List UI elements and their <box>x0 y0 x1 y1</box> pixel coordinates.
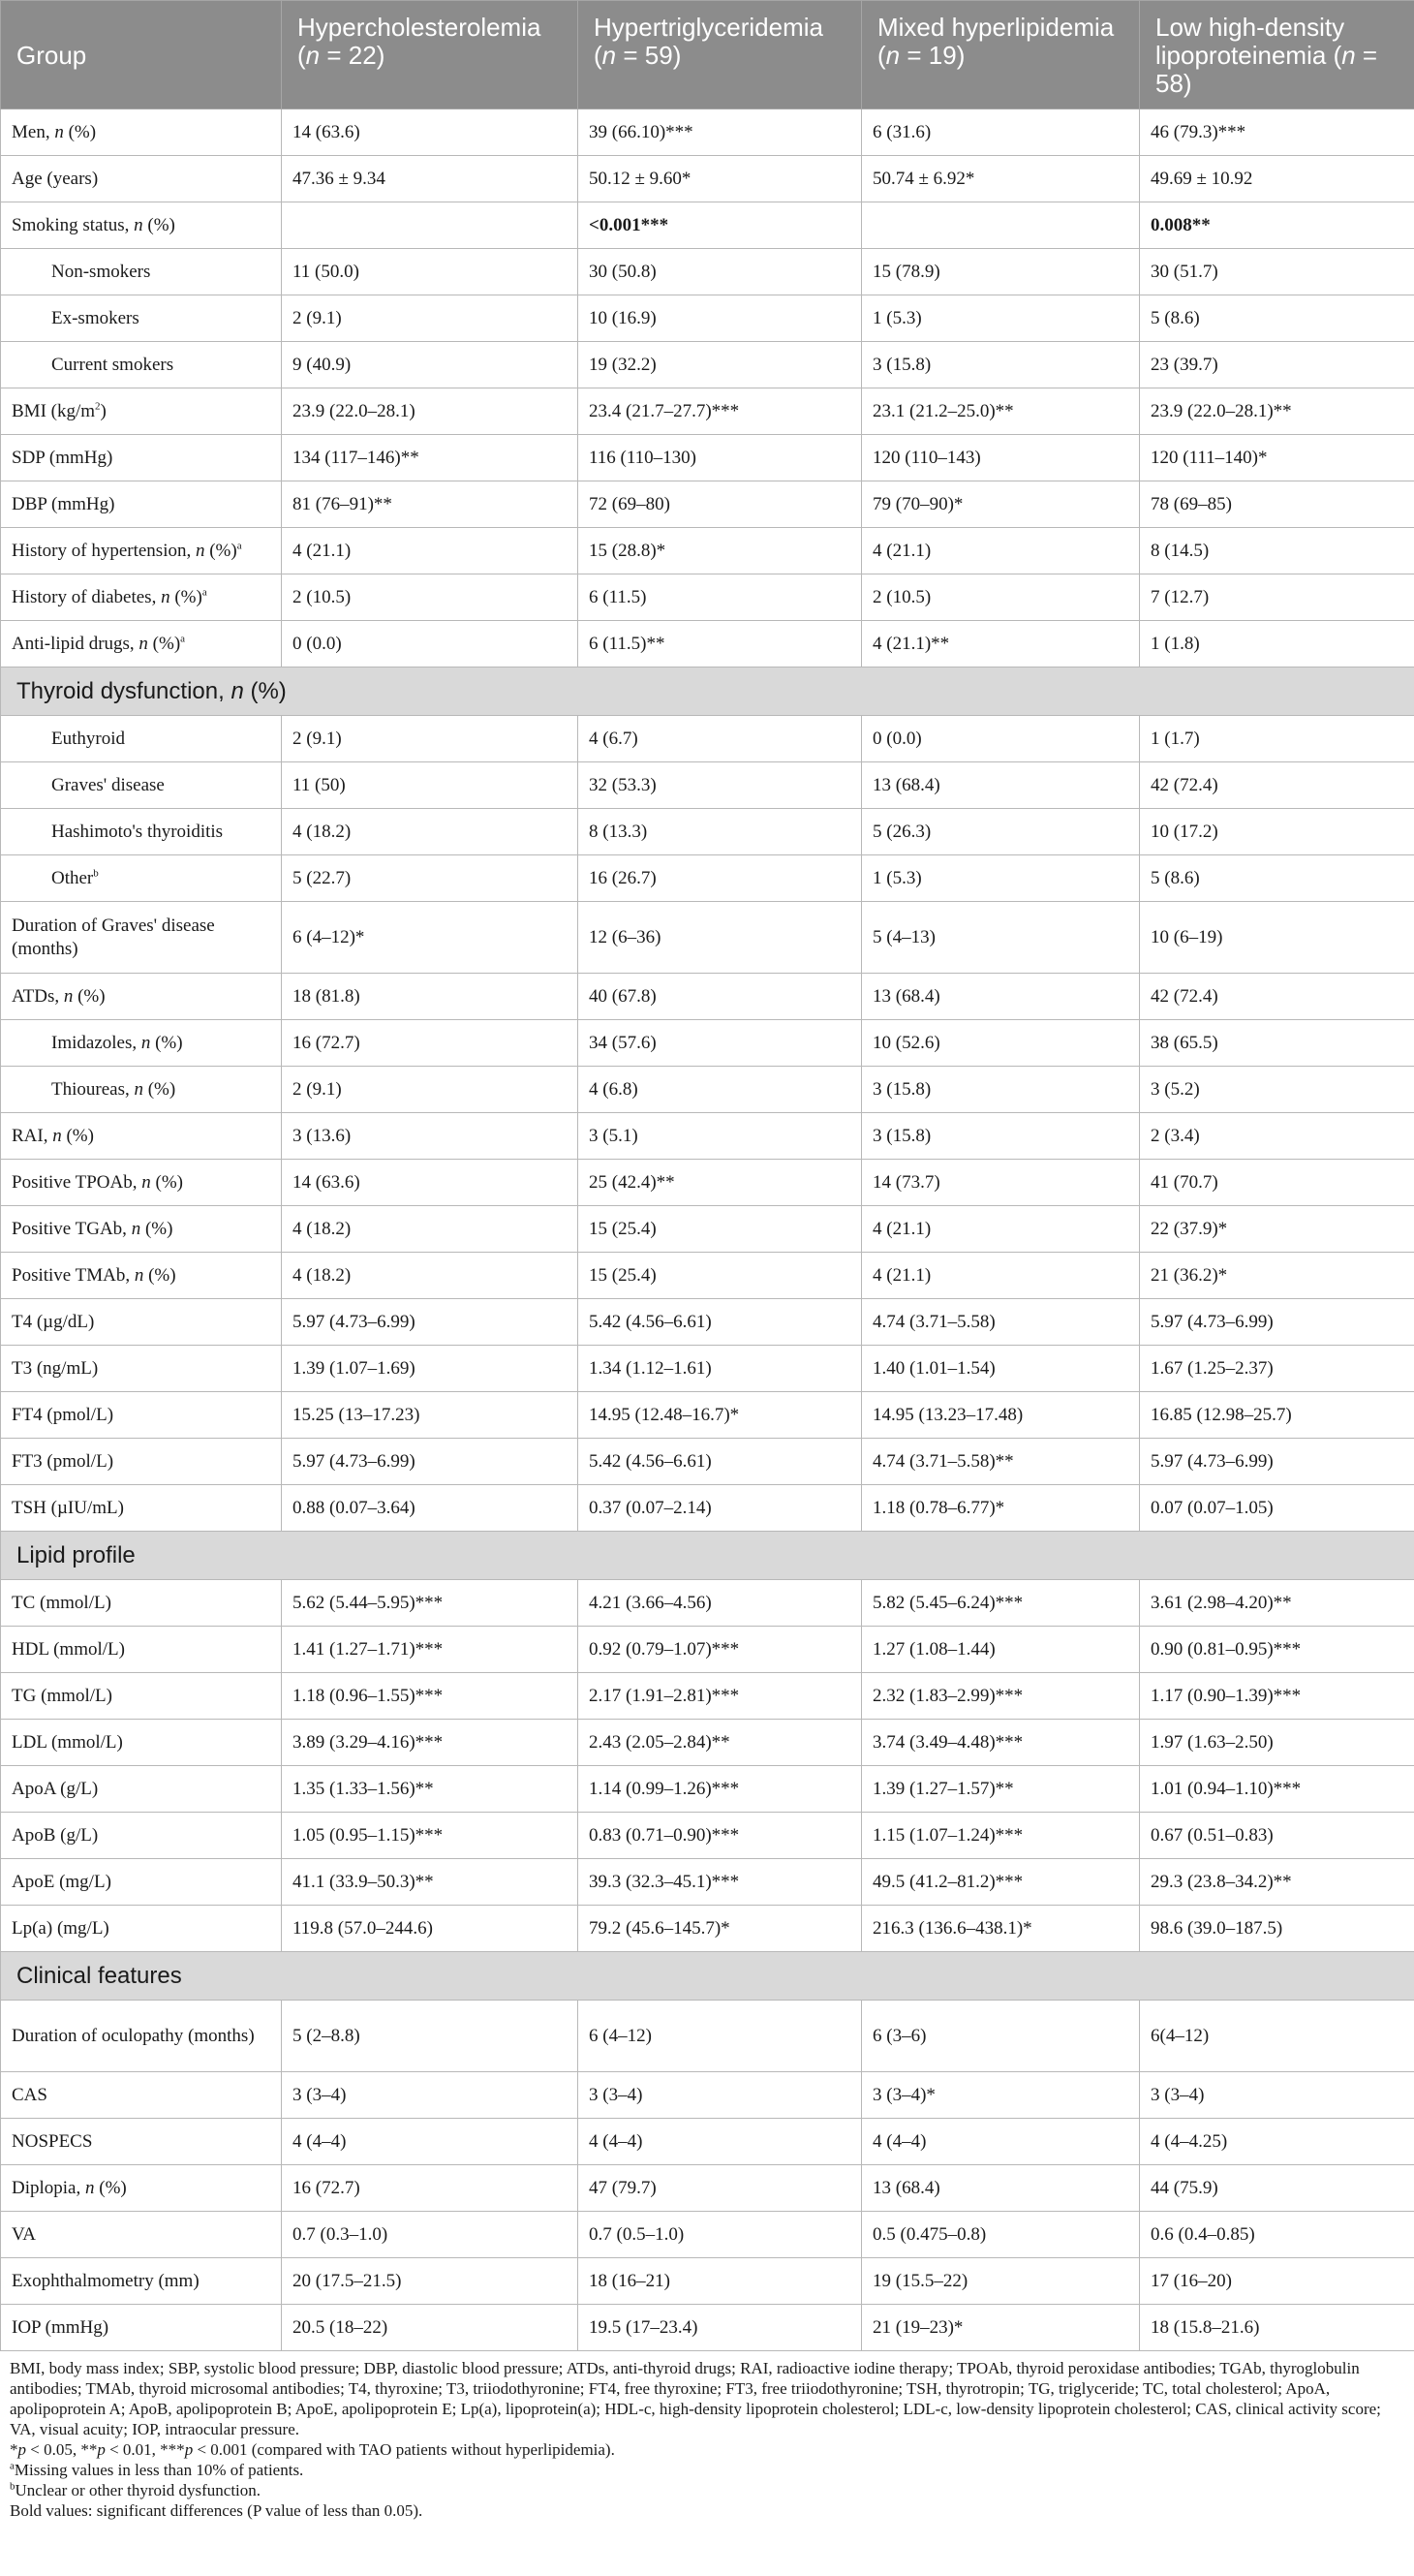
row-label-nospecs: NOSPECS <box>1 2119 282 2165</box>
cell: 0.008** <box>1140 202 1414 249</box>
row-label-ft3-pmol-l: FT3 (pmol/L) <box>1 1439 282 1485</box>
table-row <box>1 249 1414 295</box>
cell: 0.67 (0.51–0.83) <box>1140 1813 1414 1859</box>
table-row <box>1 2258 1414 2305</box>
table-row <box>1 974 1414 1020</box>
table-row <box>1 1160 1414 1206</box>
row-label-duration-of-graves-disease-months: Duration of Graves' disease (months) <box>1 902 282 974</box>
cell: 1.39 (1.27–1.57)** <box>862 1766 1140 1813</box>
row-label-graves-disease: Graves' disease <box>1 762 282 809</box>
cell: 2.17 (1.91–2.81)*** <box>578 1673 862 1720</box>
cell: 11 (50) <box>282 762 578 809</box>
cell: 2 (10.5) <box>282 574 578 621</box>
cell: 21 (36.2)* <box>1140 1253 1414 1299</box>
cell: 10 (52.6) <box>862 1020 1140 1067</box>
header-name: Mixed hyperlipidemia <box>877 13 1115 42</box>
cell: 5.97 (4.73–6.99) <box>282 1299 578 1346</box>
cell: 0.37 (0.07–2.14) <box>578 1485 862 1532</box>
cell: 50.74 ± 6.92* <box>862 156 1140 202</box>
table-row <box>1 902 1414 974</box>
cell: 3 (5.1) <box>578 1113 862 1160</box>
cell: 5 (4–13) <box>862 902 1140 974</box>
cell: 34 (57.6) <box>578 1020 862 1067</box>
cell: 1.05 (0.95–1.15)*** <box>282 1813 578 1859</box>
cell: 1.34 (1.12–1.61) <box>578 1346 862 1392</box>
row-label-otherb: Other$^b$ <box>1 855 282 902</box>
cell: 1 (1.7) <box>1140 716 1414 762</box>
cell: 116 (110–130) <box>578 435 862 481</box>
cell: 98.6 (39.0–187.5) <box>1140 1906 1414 1952</box>
cell: 5.42 (4.56–6.61) <box>578 1299 862 1346</box>
section-row <box>1 1532 1414 1580</box>
row-label-va: VA <box>1 2212 282 2258</box>
cell: 1.18 (0.96–1.55)*** <box>282 1673 578 1720</box>
cell: 6(4–12) <box>1140 2001 1414 2072</box>
cell: 10 (6–19) <box>1140 902 1414 974</box>
header-mixed-hyperlipidemia <box>862 1 1140 109</box>
table-row <box>1 2119 1414 2165</box>
header-low-hdl <box>1140 1 1414 109</box>
cell: 1.01 (0.94–1.10)*** <box>1140 1766 1414 1813</box>
cell: 15 (28.8)* <box>578 528 862 574</box>
table-row <box>1 1627 1414 1673</box>
cell: 3 (3–4) <box>1140 2072 1414 2119</box>
cell: 6 (4–12)* <box>282 902 578 974</box>
cell: 42 (72.4) <box>1140 974 1414 1020</box>
cell: 1 (5.3) <box>862 855 1140 902</box>
table-row <box>1 2305 1414 2351</box>
cell: 22 (37.9)* <box>1140 1206 1414 1253</box>
cell: 46 (79.3)*** <box>1140 109 1414 156</box>
row-label-smoking-status-n: Smoking status, n (%) <box>1 202 282 249</box>
row-label-t4-g-dl: T4 (µg/dL) <box>1 1299 282 1346</box>
cell: 23 (39.7) <box>1140 342 1414 388</box>
cell: 3 (3–4) <box>578 2072 862 2119</box>
cell: 2 (9.1) <box>282 295 578 342</box>
cell: 13 (68.4) <box>862 974 1140 1020</box>
table-row <box>1 295 1414 342</box>
row-label-tg-mmol-l: TG (mmol/L) <box>1 1673 282 1720</box>
cell: 19 (15.5–22) <box>862 2258 1140 2305</box>
table-row <box>1 342 1414 388</box>
table-row <box>1 202 1414 249</box>
cell <box>862 202 1140 249</box>
section-row <box>1 1952 1414 2001</box>
cell: 3.61 (2.98–4.20)** <box>1140 1580 1414 1627</box>
cell: 4.74 (3.71–5.58) <box>862 1299 1140 1346</box>
cell: 23.4 (21.7–27.7)*** <box>578 388 862 435</box>
cell: 16.85 (12.98–25.7) <box>1140 1392 1414 1439</box>
row-label-euthyroid: Euthyroid <box>1 716 282 762</box>
cell: 4 (21.1) <box>282 528 578 574</box>
table-row <box>1 2072 1414 2119</box>
row-label-thioureas-n: Thioureas, n (%) <box>1 1067 282 1113</box>
section-title: Clinical features <box>1 1952 1414 2001</box>
cell: 15 (25.4) <box>578 1206 862 1253</box>
cell: 18 (81.8) <box>282 974 578 1020</box>
header-n: (n = 19) <box>877 41 966 70</box>
cell: 42 (72.4) <box>1140 762 1414 809</box>
row-label-apoe-mg-l: ApoE (mg/L) <box>1 1859 282 1906</box>
table-row <box>1 1067 1414 1113</box>
footnote-a: $^a$Missing values in less than 10% of patients. <box>10 2460 304 2479</box>
table-row <box>1 809 1414 855</box>
cell: 39 (66.10)*** <box>578 109 862 156</box>
row-label-men-n: Men, n (%) <box>1 109 282 156</box>
cell: 11 (50.0) <box>282 249 578 295</box>
row-label-dbp-mmhg: DBP (mmHg) <box>1 481 282 528</box>
table-row <box>1 621 1414 667</box>
cell: 3 (15.8) <box>862 1113 1140 1160</box>
cell: 5 (22.7) <box>282 855 578 902</box>
cell: 5.97 (4.73–6.99) <box>282 1439 578 1485</box>
cell: 120 (111–140)* <box>1140 435 1414 481</box>
row-label-positive-tpoab-n: Positive TPOAb, n (%) <box>1 1160 282 1206</box>
cell: 16 (72.7) <box>282 1020 578 1067</box>
cell: 30 (51.7) <box>1140 249 1414 295</box>
cell: 1.39 (1.07–1.69) <box>282 1346 578 1392</box>
cell: 14.95 (13.23–17.48) <box>862 1392 1140 1439</box>
cell: 14 (63.6) <box>282 1160 578 1206</box>
cell: 2.43 (2.05–2.84)** <box>578 1720 862 1766</box>
table-row <box>1 1439 1414 1485</box>
footnote-abbreviations: BMI, body mass index; SBP, systolic blood pressure; DBP, diastolic blood pressure; ATDs, anti-thyroid drugs; RAI, radioactive iodine therapy; TPOAb, thyroid peroxidase antibodies; TGAb, thyroglobulin antibodies; TMAb, thyroid microsomal antibodies; T4, thyroxine; T3, triiodothyronine; FT4, free thyroxine; FT3, free triiodothyronine; TSH, thyrotropin; TG, triglyceride; TC, total cholesterol; ApoA, apolipoprotein A; ApoB, apolipoprotein B; ApoE, apolipoprotein E; Lp(a), lipoprotein(a); HDL-c, high-density lipoprotein cholesterol; LDL-c, low-density lipoprotein cholesterol; CAS, clinical activity score; VA, visual acuity; IOP, intraocular pressure. <box>10 2359 1381 2438</box>
cell: 3.74 (3.49–4.48)*** <box>862 1720 1140 1766</box>
cell: 19 (32.2) <box>578 342 862 388</box>
cell: 3 (3–4) <box>282 2072 578 2119</box>
cell: 1.67 (1.25–2.37) <box>1140 1346 1414 1392</box>
cell: 16 (72.7) <box>282 2165 578 2212</box>
cell: 4 (21.1) <box>862 1206 1140 1253</box>
cell: 17 (16–20) <box>1140 2258 1414 2305</box>
cell: 7 (12.7) <box>1140 574 1414 621</box>
row-label-history-of-diabetes-n-a: History of diabetes, n (%)$^a$ <box>1 574 282 621</box>
cell: 0.92 (0.79–1.07)*** <box>578 1627 862 1673</box>
cell: 1.40 (1.01–1.54) <box>862 1346 1140 1392</box>
cell: 3.89 (3.29–4.16)*** <box>282 1720 578 1766</box>
cell: 18 (15.8–21.6) <box>1140 2305 1414 2351</box>
cell: 0.7 (0.5–1.0) <box>578 2212 862 2258</box>
table-row <box>1 1906 1414 1952</box>
cell: 79.2 (45.6–145.7)* <box>578 1906 862 1952</box>
row-label-hdl-mmol-l: HDL (mmol/L) <box>1 1627 282 1673</box>
cell: 6 (11.5) <box>578 574 862 621</box>
table-row <box>1 388 1414 435</box>
cell: 3 (15.8) <box>862 1067 1140 1113</box>
cell: 23.1 (21.2–25.0)** <box>862 388 1140 435</box>
table-row <box>1 1720 1414 1766</box>
table-row <box>1 762 1414 809</box>
table-body <box>1 109 1414 2351</box>
table-row <box>1 1206 1414 1253</box>
cell: <0.001*** <box>578 202 862 249</box>
cell: 15.25 (13–17.23) <box>282 1392 578 1439</box>
header-n: (n = 58) <box>1155 41 1378 98</box>
table-row <box>1 1859 1414 1906</box>
cell: 19.5 (17–23.4) <box>578 2305 862 2351</box>
cell: 0 (0.0) <box>282 621 578 667</box>
cell: 3 (15.8) <box>862 342 1140 388</box>
cell: 5.82 (5.45–6.24)*** <box>862 1580 1140 1627</box>
header-name: Hypercholesterolemia <box>297 13 541 42</box>
cell: 2 (10.5) <box>862 574 1140 621</box>
cell: 72 (69–80) <box>578 481 862 528</box>
footnotes <box>0 2351 1414 2521</box>
cell: 4 (18.2) <box>282 1253 578 1299</box>
table-row <box>1 2212 1414 2258</box>
cell: 15 (78.9) <box>862 249 1140 295</box>
footnote-pvalues: *p < 0.05, **p < 0.01, ***p < 0.001 (compared with TAO patients without hyperlipidemia). <box>10 2440 615 2459</box>
cell: 1.15 (1.07–1.24)*** <box>862 1813 1140 1859</box>
cell: 0.90 (0.81–0.95)*** <box>1140 1627 1414 1673</box>
cell: 29.3 (23.8–34.2)** <box>1140 1859 1414 1906</box>
table-row <box>1 109 1414 156</box>
cell: 4.21 (3.66–4.56) <box>578 1580 862 1627</box>
cell: 23.9 (22.0–28.1) <box>282 388 578 435</box>
table-row <box>1 528 1414 574</box>
cell: 78 (69–85) <box>1140 481 1414 528</box>
cell: 13 (68.4) <box>862 2165 1140 2212</box>
row-label-apoa-g-l: ApoA (g/L) <box>1 1766 282 1813</box>
row-label-apob-g-l: ApoB (g/L) <box>1 1813 282 1859</box>
section-row <box>1 667 1414 716</box>
section-title: Lipid profile <box>1 1532 1414 1580</box>
table-row <box>1 1766 1414 1813</box>
cell: 3 (5.2) <box>1140 1067 1414 1113</box>
row-label-exophthalmometry-mm: Exophthalmometry (mm) <box>1 2258 282 2305</box>
row-label-positive-tmab-n: Positive TMAb, n (%) <box>1 1253 282 1299</box>
table-row <box>1 2001 1414 2072</box>
cell: 5 (2–8.8) <box>282 2001 578 2072</box>
row-label-sdp-mmhg: SDP (mmHg) <box>1 435 282 481</box>
cell: 216.3 (136.6–438.1)* <box>862 1906 1140 1952</box>
cell: 4 (4–4) <box>578 2119 862 2165</box>
cell: 5.42 (4.56–6.61) <box>578 1439 862 1485</box>
cell: 39.3 (32.3–45.1)*** <box>578 1859 862 1906</box>
cell: 0.88 (0.07–3.64) <box>282 1485 578 1532</box>
cell: 6 (31.6) <box>862 109 1140 156</box>
cell: 4 (6.8) <box>578 1067 862 1113</box>
header-n: (n = 22) <box>297 41 385 70</box>
cell: 38 (65.5) <box>1140 1020 1414 1067</box>
cell: 5 (8.6) <box>1140 295 1414 342</box>
cell: 4 (21.1) <box>862 528 1140 574</box>
table-row <box>1 1253 1414 1299</box>
cell: 1 (1.8) <box>1140 621 1414 667</box>
row-label-bmi-kg-m: BMI $(kg/m^2)$ <box>1 388 282 435</box>
cell: 20.5 (18–22) <box>282 2305 578 2351</box>
row-label-hashimoto-s-thyroiditis: Hashimoto's thyroiditis <box>1 809 282 855</box>
cell: 5.97 (4.73–6.99) <box>1140 1439 1414 1485</box>
table-row <box>1 1346 1414 1392</box>
row-label-rai-n: RAI, n (%) <box>1 1113 282 1160</box>
cell: 41 (70.7) <box>1140 1160 1414 1206</box>
cell: 1.14 (0.99–1.26)*** <box>578 1766 862 1813</box>
cell: 4 (18.2) <box>282 1206 578 1253</box>
table-row <box>1 1113 1414 1160</box>
cell: 1.97 (1.63–2.50) <box>1140 1720 1414 1766</box>
row-label-anti-lipid-drugs-n-a: Anti-lipid drugs, n (%)$^a$ <box>1 621 282 667</box>
row-label-positive-tgab-n: Positive TGAb, n (%) <box>1 1206 282 1253</box>
cell: 49.5 (41.2–81.2)*** <box>862 1859 1140 1906</box>
row-label-cas: CAS <box>1 2072 282 2119</box>
cell: 12 (6–36) <box>578 902 862 974</box>
cell: 0.7 (0.3–1.0) <box>282 2212 578 2258</box>
header-row <box>1 1 1414 109</box>
table-row <box>1 2165 1414 2212</box>
header-n: (n = 59) <box>594 41 682 70</box>
table-row <box>1 435 1414 481</box>
cell: 18 (16–21) <box>578 2258 862 2305</box>
row-label-history-of-hypertension-n-a: History of hypertension, n (%)$^a$ <box>1 528 282 574</box>
cell: 1.18 (0.78–6.77)* <box>862 1485 1140 1532</box>
cell: 5.62 (5.44–5.95)*** <box>282 1580 578 1627</box>
cell: 5 (26.3) <box>862 809 1140 855</box>
cell: 4.74 (3.71–5.58)** <box>862 1439 1140 1485</box>
table-row <box>1 1580 1414 1627</box>
cell: 47.36 ± 9.34 <box>282 156 578 202</box>
cell: 4 (21.1)** <box>862 621 1140 667</box>
cell: 5 (8.6) <box>1140 855 1414 902</box>
row-label-diplopia-n: Diplopia, n (%) <box>1 2165 282 2212</box>
table-row <box>1 1020 1414 1067</box>
cell: 6 (4–12) <box>578 2001 862 2072</box>
cell: 2.32 (1.83–2.99)*** <box>862 1673 1140 1720</box>
cell: 6 (3–6) <box>862 2001 1140 2072</box>
cell: 41.1 (33.9–50.3)** <box>282 1859 578 1906</box>
table-row <box>1 481 1414 528</box>
cell: 0 (0.0) <box>862 716 1140 762</box>
cell: 1 (5.3) <box>862 295 1140 342</box>
row-label-atds-n: ATDs, n (%) <box>1 974 282 1020</box>
cell: 40 (67.8) <box>578 974 862 1020</box>
row-label-ldl-mmol-l: LDL (mmol/L) <box>1 1720 282 1766</box>
cell: 47 (79.7) <box>578 2165 862 2212</box>
header-name: Low high-density lipoproteinemia <box>1155 13 1345 70</box>
cell: 25 (42.4)** <box>578 1160 862 1206</box>
cell: 10 (17.2) <box>1140 809 1414 855</box>
cell: 32 (53.3) <box>578 762 862 809</box>
cell: 9 (40.9) <box>282 342 578 388</box>
table-row <box>1 156 1414 202</box>
table-row <box>1 855 1414 902</box>
cell: 14 (73.7) <box>862 1160 1140 1206</box>
cell: 134 (117–146)** <box>282 435 578 481</box>
row-label-non-smokers: Non-smokers <box>1 249 282 295</box>
section-title: Thyroid dysfunction, n (%) <box>1 667 1414 716</box>
cell: 1.41 (1.27–1.71)*** <box>282 1627 578 1673</box>
cell: 15 (25.4) <box>578 1253 862 1299</box>
table-row <box>1 1813 1414 1859</box>
table-row <box>1 1392 1414 1439</box>
footnote-b: $^b$Unclear or other thyroid dysfunction. <box>10 2480 261 2499</box>
row-label-current-smokers: Current smokers <box>1 342 282 388</box>
cell: 81 (76–91)** <box>282 481 578 528</box>
cell: 4 (18.2) <box>282 809 578 855</box>
cell: 0.5 (0.475–0.8) <box>862 2212 1140 2258</box>
cell: 4 (6.7) <box>578 716 862 762</box>
table-row <box>1 1673 1414 1720</box>
cell: 79 (70–90)* <box>862 481 1140 528</box>
cell: 6 (11.5)** <box>578 621 862 667</box>
footnote-bold: Bold values: significant differences (P value of less than 0.05). <box>10 2501 423 2520</box>
header-hypercholesterolemia <box>282 1 578 109</box>
cell: 20 (17.5–21.5) <box>282 2258 578 2305</box>
cell: 14.95 (12.48–16.7)* <box>578 1392 862 1439</box>
header-name: Hypertriglyceridemia <box>594 13 823 42</box>
cell: 1.17 (0.90–1.39)*** <box>1140 1673 1414 1720</box>
cell: 4 (4–4) <box>862 2119 1140 2165</box>
cell: 4 (4–4) <box>282 2119 578 2165</box>
cell: 119.8 (57.0–244.6) <box>282 1906 578 1952</box>
row-label-lp-a-mg-l: Lp(a) (mg/L) <box>1 1906 282 1952</box>
cell: 16 (26.7) <box>578 855 862 902</box>
cell: 3 (13.6) <box>282 1113 578 1160</box>
row-label-tsh-iu-ml: TSH (µIU/mL) <box>1 1485 282 1532</box>
row-label-iop-mmhg: IOP (mmHg) <box>1 2305 282 2351</box>
cell: 14 (63.6) <box>282 109 578 156</box>
cell <box>282 202 578 249</box>
cell: 0.83 (0.71–0.90)*** <box>578 1813 862 1859</box>
cell: 8 (14.5) <box>1140 528 1414 574</box>
cell: 23.9 (22.0–28.1)** <box>1140 388 1414 435</box>
cell: 0.07 (0.07–1.05) <box>1140 1485 1414 1532</box>
cell: 2 (9.1) <box>282 716 578 762</box>
cell: 21 (19–23)* <box>862 2305 1140 2351</box>
table-row <box>1 1299 1414 1346</box>
cell: 5.97 (4.73–6.99) <box>1140 1299 1414 1346</box>
cell: 4 (21.1) <box>862 1253 1140 1299</box>
row-label-imidazoles-n: Imidazoles, n (%) <box>1 1020 282 1067</box>
cell: 1.27 (1.08–1.44) <box>862 1627 1140 1673</box>
row-label-ex-smokers: Ex-smokers <box>1 295 282 342</box>
header-group: Group <box>1 1 282 109</box>
cell: 2 (3.4) <box>1140 1113 1414 1160</box>
row-label-t3-ng-ml: T3 (ng/mL) <box>1 1346 282 1392</box>
cell: 50.12 ± 9.60* <box>578 156 862 202</box>
row-label-age-years: Age (years) <box>1 156 282 202</box>
cell: 8 (13.3) <box>578 809 862 855</box>
cell: 2 (9.1) <box>282 1067 578 1113</box>
cell: 120 (110–143) <box>862 435 1140 481</box>
cell: 30 (50.8) <box>578 249 862 295</box>
table-row <box>1 574 1414 621</box>
row-label-ft4-pmol-l: FT4 (pmol/L) <box>1 1392 282 1439</box>
cell: 1.35 (1.33–1.56)** <box>282 1766 578 1813</box>
cell: 0.6 (0.4–0.85) <box>1140 2212 1414 2258</box>
row-label-duration-of-oculopathy-months: Duration of oculopathy (months) <box>1 2001 282 2072</box>
cell: 13 (68.4) <box>862 762 1140 809</box>
table-row <box>1 716 1414 762</box>
table-row <box>1 1485 1414 1532</box>
cell: 49.69 ± 10.92 <box>1140 156 1414 202</box>
header-hypertriglyceridemia <box>578 1 862 109</box>
cell: 44 (75.9) <box>1140 2165 1414 2212</box>
cell: 10 (16.9) <box>578 295 862 342</box>
row-label-tc-mmol-l: TC (mmol/L) <box>1 1580 282 1627</box>
cell: 4 (4–4.25) <box>1140 2119 1414 2165</box>
cell: 3 (3–4)* <box>862 2072 1140 2119</box>
